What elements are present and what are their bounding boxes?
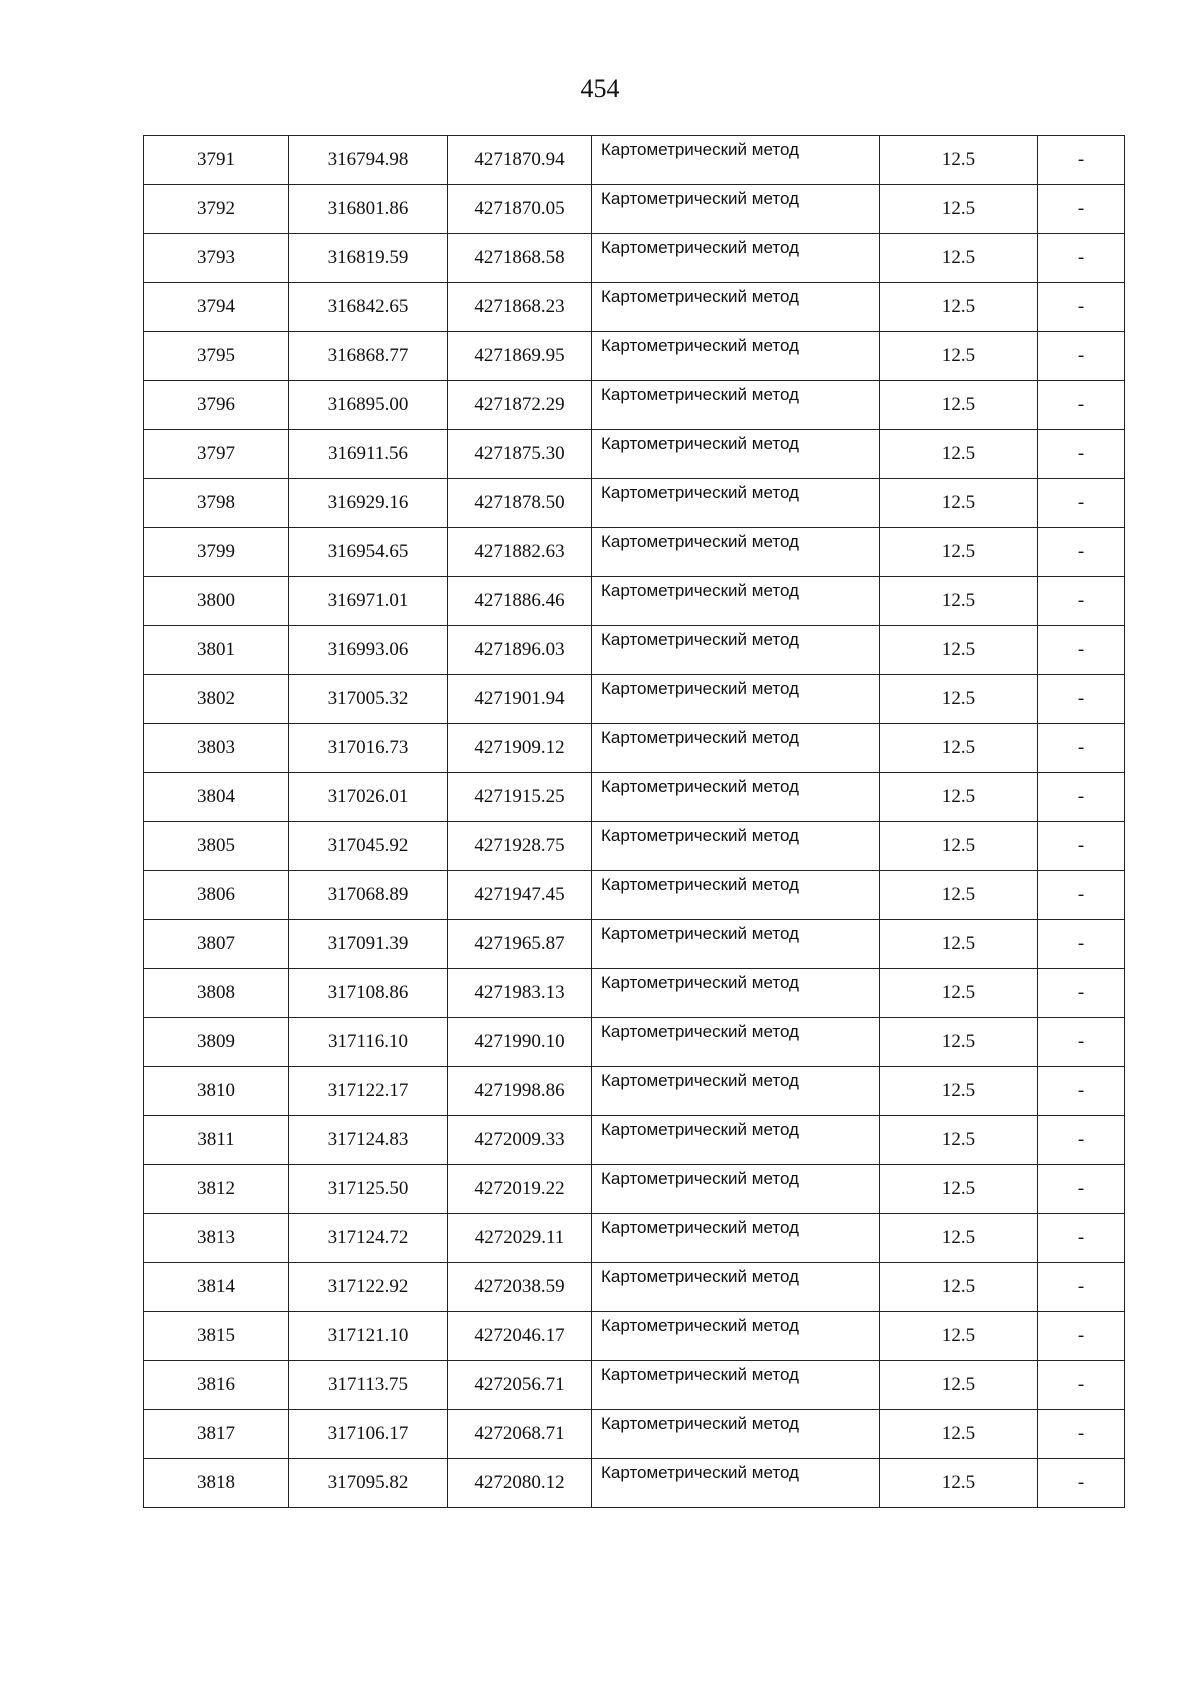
note-cell: -: [1038, 332, 1125, 381]
y-coordinate-cell: 4271915.25: [448, 773, 592, 822]
point-number-cell: 3810: [144, 1067, 289, 1116]
method-cell: Картометрический метод: [592, 969, 880, 1018]
method-cell: Картометрический метод: [592, 920, 880, 969]
y-coordinate-cell: 4272068.71: [448, 1410, 592, 1459]
point-number-cell: 3791: [144, 136, 289, 185]
accuracy-cell: 12.5: [880, 1263, 1038, 1312]
point-number-cell: 3801: [144, 626, 289, 675]
point-number-cell: 3793: [144, 234, 289, 283]
accuracy-cell: 12.5: [880, 1165, 1038, 1214]
x-coordinate-cell: 317091.39: [289, 920, 448, 969]
y-coordinate-cell: 4271870.05: [448, 185, 592, 234]
table-row: [144, 283, 1125, 332]
y-coordinate-cell: 4271869.95: [448, 332, 592, 381]
point-number-cell: 3804: [144, 773, 289, 822]
table-row: [144, 1067, 1125, 1116]
method-cell: Картометрический метод: [592, 675, 880, 724]
accuracy-cell: 12.5: [880, 871, 1038, 920]
y-coordinate-cell: 4271875.30: [448, 430, 592, 479]
y-coordinate-cell: 4272080.12: [448, 1459, 592, 1508]
table-row: [144, 1018, 1125, 1067]
method-cell: Картометрический метод: [592, 1263, 880, 1312]
table-row: [144, 920, 1125, 969]
note-cell: -: [1038, 479, 1125, 528]
method-cell: Картометрический метод: [592, 185, 880, 234]
accuracy-cell: 12.5: [880, 1067, 1038, 1116]
method-cell: Картометрический метод: [592, 871, 880, 920]
point-number-cell: 3798: [144, 479, 289, 528]
table-row: [144, 1165, 1125, 1214]
note-cell: -: [1038, 675, 1125, 724]
table-row: [144, 1361, 1125, 1410]
note-cell: -: [1038, 920, 1125, 969]
y-coordinate-cell: 4271998.86: [448, 1067, 592, 1116]
note-cell: -: [1038, 1361, 1125, 1410]
point-number-cell: 3808: [144, 969, 289, 1018]
note-cell: -: [1038, 822, 1125, 871]
table-row: [144, 1459, 1125, 1508]
method-cell: Картометрический метод: [592, 136, 880, 185]
x-coordinate-cell: 316842.65: [289, 283, 448, 332]
x-coordinate-cell: 316954.65: [289, 528, 448, 577]
note-cell: -: [1038, 1067, 1125, 1116]
accuracy-cell: 12.5: [880, 1361, 1038, 1410]
method-cell: Картометрический метод: [592, 430, 880, 479]
note-cell: -: [1038, 724, 1125, 773]
x-coordinate-cell: 317005.32: [289, 675, 448, 724]
accuracy-cell: 12.5: [880, 479, 1038, 528]
y-coordinate-cell: 4271909.12: [448, 724, 592, 773]
table-row: [144, 136, 1125, 185]
method-cell: Картометрический метод: [592, 1018, 880, 1067]
accuracy-cell: 12.5: [880, 136, 1038, 185]
y-coordinate-cell: 4271872.29: [448, 381, 592, 430]
note-cell: -: [1038, 1410, 1125, 1459]
x-coordinate-cell: 317108.86: [289, 969, 448, 1018]
method-cell: Картометрический метод: [592, 577, 880, 626]
method-cell: Картометрический метод: [592, 528, 880, 577]
point-number-cell: 3800: [144, 577, 289, 626]
point-number-cell: 3812: [144, 1165, 289, 1214]
accuracy-cell: 12.5: [880, 185, 1038, 234]
point-number-cell: 3814: [144, 1263, 289, 1312]
point-number-cell: 3813: [144, 1214, 289, 1263]
note-cell: -: [1038, 1459, 1125, 1508]
point-number-cell: 3815: [144, 1312, 289, 1361]
note-cell: -: [1038, 283, 1125, 332]
method-cell: Картометрический метод: [592, 1459, 880, 1508]
y-coordinate-cell: 4271878.50: [448, 479, 592, 528]
point-number-cell: 3795: [144, 332, 289, 381]
table-row: [144, 1214, 1125, 1263]
accuracy-cell: 12.5: [880, 381, 1038, 430]
y-coordinate-cell: 4271868.23: [448, 283, 592, 332]
table-row: [144, 675, 1125, 724]
accuracy-cell: 12.5: [880, 675, 1038, 724]
table-row: [144, 528, 1125, 577]
method-cell: Картометрический метод: [592, 381, 880, 430]
accuracy-cell: 12.5: [880, 724, 1038, 773]
note-cell: -: [1038, 430, 1125, 479]
note-cell: -: [1038, 1165, 1125, 1214]
accuracy-cell: 12.5: [880, 1116, 1038, 1165]
point-number-cell: 3803: [144, 724, 289, 773]
x-coordinate-cell: 317124.72: [289, 1214, 448, 1263]
accuracy-cell: 12.5: [880, 577, 1038, 626]
accuracy-cell: 12.5: [880, 332, 1038, 381]
y-coordinate-cell: 4271965.87: [448, 920, 592, 969]
point-number-cell: 3805: [144, 822, 289, 871]
x-coordinate-cell: 317121.10: [289, 1312, 448, 1361]
table-row: [144, 332, 1125, 381]
point-number-cell: 3807: [144, 920, 289, 969]
point-number-cell: 3811: [144, 1116, 289, 1165]
y-coordinate-cell: 4271990.10: [448, 1018, 592, 1067]
table-row: [144, 430, 1125, 479]
note-cell: -: [1038, 626, 1125, 675]
note-cell: -: [1038, 234, 1125, 283]
x-coordinate-cell: 317026.01: [289, 773, 448, 822]
x-coordinate-cell: 316868.77: [289, 332, 448, 381]
point-number-cell: 3797: [144, 430, 289, 479]
note-cell: -: [1038, 185, 1125, 234]
y-coordinate-cell: 4271928.75: [448, 822, 592, 871]
point-number-cell: 3806: [144, 871, 289, 920]
method-cell: Картометрический метод: [592, 479, 880, 528]
y-coordinate-cell: 4272046.17: [448, 1312, 592, 1361]
note-cell: -: [1038, 1214, 1125, 1263]
method-cell: Картометрический метод: [592, 724, 880, 773]
y-coordinate-cell: 4272029.11: [448, 1214, 592, 1263]
note-cell: -: [1038, 528, 1125, 577]
x-coordinate-cell: 317124.83: [289, 1116, 448, 1165]
note-cell: -: [1038, 577, 1125, 626]
table-row: [144, 1312, 1125, 1361]
point-number-cell: 3792: [144, 185, 289, 234]
method-cell: Картометрический метод: [592, 1214, 880, 1263]
note-cell: -: [1038, 1018, 1125, 1067]
coordinates-table: [143, 135, 1125, 1508]
accuracy-cell: 12.5: [880, 773, 1038, 822]
method-cell: Картометрический метод: [592, 1067, 880, 1116]
y-coordinate-cell: 4272038.59: [448, 1263, 592, 1312]
point-number-cell: 3794: [144, 283, 289, 332]
y-coordinate-cell: 4272056.71: [448, 1361, 592, 1410]
x-coordinate-cell: 316971.01: [289, 577, 448, 626]
method-cell: Картометрический метод: [592, 1165, 880, 1214]
x-coordinate-cell: 317016.73: [289, 724, 448, 773]
method-cell: Картометрический метод: [592, 1361, 880, 1410]
y-coordinate-cell: 4272009.33: [448, 1116, 592, 1165]
method-cell: Картометрический метод: [592, 626, 880, 675]
y-coordinate-cell: 4271896.03: [448, 626, 592, 675]
y-coordinate-cell: 4271882.63: [448, 528, 592, 577]
accuracy-cell: 12.5: [880, 1214, 1038, 1263]
y-coordinate-cell: 4271947.45: [448, 871, 592, 920]
x-coordinate-cell: 316801.86: [289, 185, 448, 234]
note-cell: -: [1038, 381, 1125, 430]
accuracy-cell: 12.5: [880, 626, 1038, 675]
accuracy-cell: 12.5: [880, 1312, 1038, 1361]
accuracy-cell: 12.5: [880, 234, 1038, 283]
accuracy-cell: 12.5: [880, 528, 1038, 577]
table-row: [144, 1116, 1125, 1165]
x-coordinate-cell: 316895.00: [289, 381, 448, 430]
table-row: [144, 1410, 1125, 1459]
table-row: [144, 185, 1125, 234]
y-coordinate-cell: 4272019.22: [448, 1165, 592, 1214]
note-cell: -: [1038, 871, 1125, 920]
note-cell: -: [1038, 1312, 1125, 1361]
table-row: [144, 626, 1125, 675]
accuracy-cell: 12.5: [880, 969, 1038, 1018]
point-number-cell: 3796: [144, 381, 289, 430]
y-coordinate-cell: 4271886.46: [448, 577, 592, 626]
method-cell: Картометрический метод: [592, 283, 880, 332]
y-coordinate-cell: 4271870.94: [448, 136, 592, 185]
x-coordinate-cell: 316911.56: [289, 430, 448, 479]
y-coordinate-cell: 4271983.13: [448, 969, 592, 1018]
accuracy-cell: 12.5: [880, 822, 1038, 871]
page-number: 454: [580, 74, 620, 103]
table-row: [144, 822, 1125, 871]
x-coordinate-cell: 317122.92: [289, 1263, 448, 1312]
x-coordinate-cell: 317125.50: [289, 1165, 448, 1214]
table-row: [144, 773, 1125, 822]
table-row: [144, 479, 1125, 528]
accuracy-cell: 12.5: [880, 1018, 1038, 1067]
method-cell: Картометрический метод: [592, 1116, 880, 1165]
accuracy-cell: 12.5: [880, 920, 1038, 969]
point-number-cell: 3817: [144, 1410, 289, 1459]
note-cell: -: [1038, 969, 1125, 1018]
note-cell: -: [1038, 1263, 1125, 1312]
x-coordinate-cell: 316929.16: [289, 479, 448, 528]
method-cell: Картометрический метод: [592, 332, 880, 381]
x-coordinate-cell: 317116.10: [289, 1018, 448, 1067]
x-coordinate-cell: 316819.59: [289, 234, 448, 283]
note-cell: -: [1038, 1116, 1125, 1165]
point-number-cell: 3818: [144, 1459, 289, 1508]
accuracy-cell: 12.5: [880, 1410, 1038, 1459]
point-number-cell: 3799: [144, 528, 289, 577]
x-coordinate-cell: 317095.82: [289, 1459, 448, 1508]
table-row: [144, 871, 1125, 920]
method-cell: Картометрический метод: [592, 822, 880, 871]
table-row: [144, 969, 1125, 1018]
table-row: [144, 1263, 1125, 1312]
y-coordinate-cell: 4271868.58: [448, 234, 592, 283]
note-cell: -: [1038, 773, 1125, 822]
point-number-cell: 3802: [144, 675, 289, 724]
y-coordinate-cell: 4271901.94: [448, 675, 592, 724]
x-coordinate-cell: 316993.06: [289, 626, 448, 675]
coordinates-table-body: [144, 136, 1125, 1508]
method-cell: Картометрический метод: [592, 773, 880, 822]
table-row: [144, 381, 1125, 430]
method-cell: Картометрический метод: [592, 1312, 880, 1361]
x-coordinate-cell: 317068.89: [289, 871, 448, 920]
accuracy-cell: 12.5: [880, 430, 1038, 479]
point-number-cell: 3816: [144, 1361, 289, 1410]
point-number-cell: 3809: [144, 1018, 289, 1067]
x-coordinate-cell: 317113.75: [289, 1361, 448, 1410]
x-coordinate-cell: 317106.17: [289, 1410, 448, 1459]
table-row: [144, 577, 1125, 626]
x-coordinate-cell: 317045.92: [289, 822, 448, 871]
note-cell: -: [1038, 136, 1125, 185]
table-row: [144, 234, 1125, 283]
accuracy-cell: 12.5: [880, 283, 1038, 332]
x-coordinate-cell: 316794.98: [289, 136, 448, 185]
x-coordinate-cell: 317122.17: [289, 1067, 448, 1116]
table-row: [144, 724, 1125, 773]
accuracy-cell: 12.5: [880, 1459, 1038, 1508]
method-cell: Картометрический метод: [592, 234, 880, 283]
method-cell: Картометрический метод: [592, 1410, 880, 1459]
